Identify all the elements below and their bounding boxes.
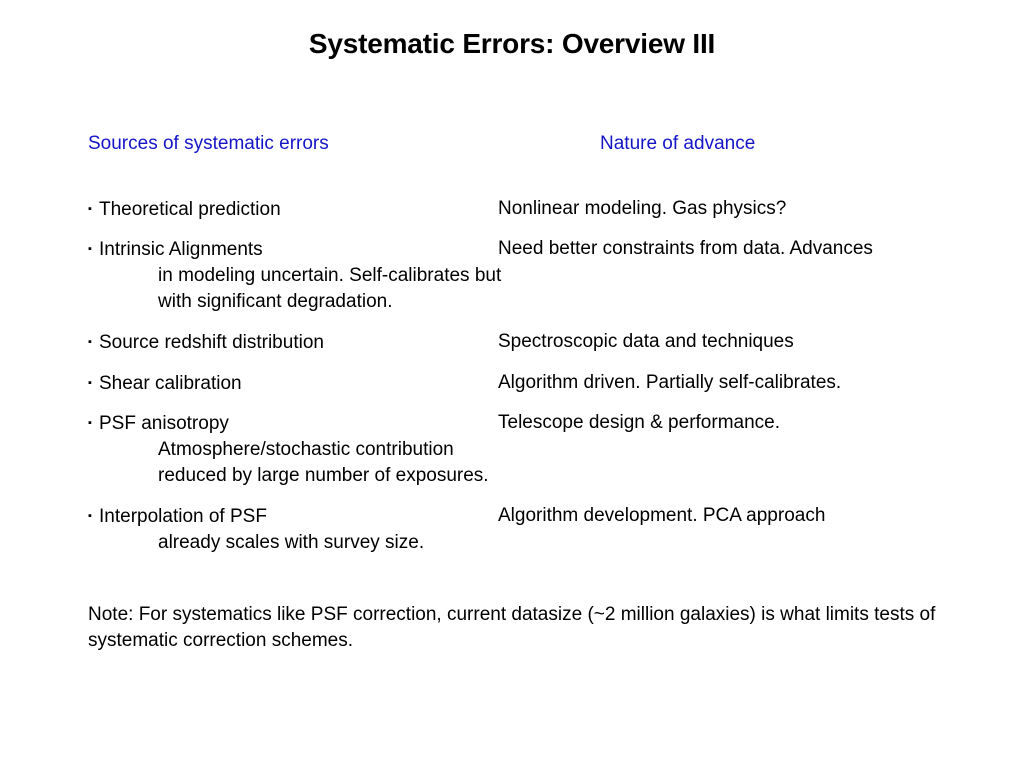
continuation-line: in modeling uncertain. Self-calibrates but — [158, 265, 502, 286]
note-paragraph: Note: For systematics like PSF correction, current datasize (~2 million galaxies) is what limits tests of systematic correction schemes. — [88, 604, 936, 651]
source-label: Source redshift distribution — [99, 332, 324, 353]
continuation-line: with significant degradation. — [158, 291, 393, 312]
list-item — [88, 410, 780, 489]
nature-text: Algorithm development. PCA approach — [498, 505, 826, 526]
bullet-icon: ▪ — [88, 417, 92, 429]
nature-text: Nonlinear modeling. Gas physics? — [498, 198, 787, 219]
source-label: Theoretical prediction — [99, 199, 281, 220]
continuation-line: Atmosphere/stochastic contribution — [158, 439, 454, 460]
slide-title: Systematic Errors: Overview III — [308, 28, 716, 59]
bullet-icon: ▪ — [88, 203, 92, 215]
source-label: Interpolation of PSF — [99, 506, 267, 527]
list-item — [88, 329, 794, 356]
bullet-icon: ▪ — [88, 336, 92, 348]
nature-text: Telescope design & performance. — [498, 412, 780, 433]
source-label: PSF anisotropy — [99, 413, 229, 434]
source-label: Shear calibration — [99, 373, 242, 394]
list-item — [88, 503, 826, 556]
sources-column-header: Sources of systematic errors — [88, 133, 329, 154]
list-item — [88, 236, 873, 315]
bullet-icon: ▪ — [88, 243, 92, 255]
nature-text: Need better constraints from data. Advances — [498, 238, 873, 259]
bullet-icon: ▪ — [88, 510, 92, 522]
nature-text: Spectroscopic data and techniques — [498, 331, 794, 352]
list-item — [88, 196, 787, 223]
continuation-line: reduced by large number of exposures. — [158, 465, 489, 486]
nature-column-header: Nature of advance — [600, 133, 756, 154]
list-item — [88, 370, 842, 397]
source-label: Intrinsic Alignments — [99, 239, 263, 260]
bullet-icon: ▪ — [88, 377, 92, 389]
continuation-line: already scales with survey size. — [158, 532, 425, 553]
nature-text: Algorithm driven. Partially self-calibrates. — [498, 372, 842, 393]
